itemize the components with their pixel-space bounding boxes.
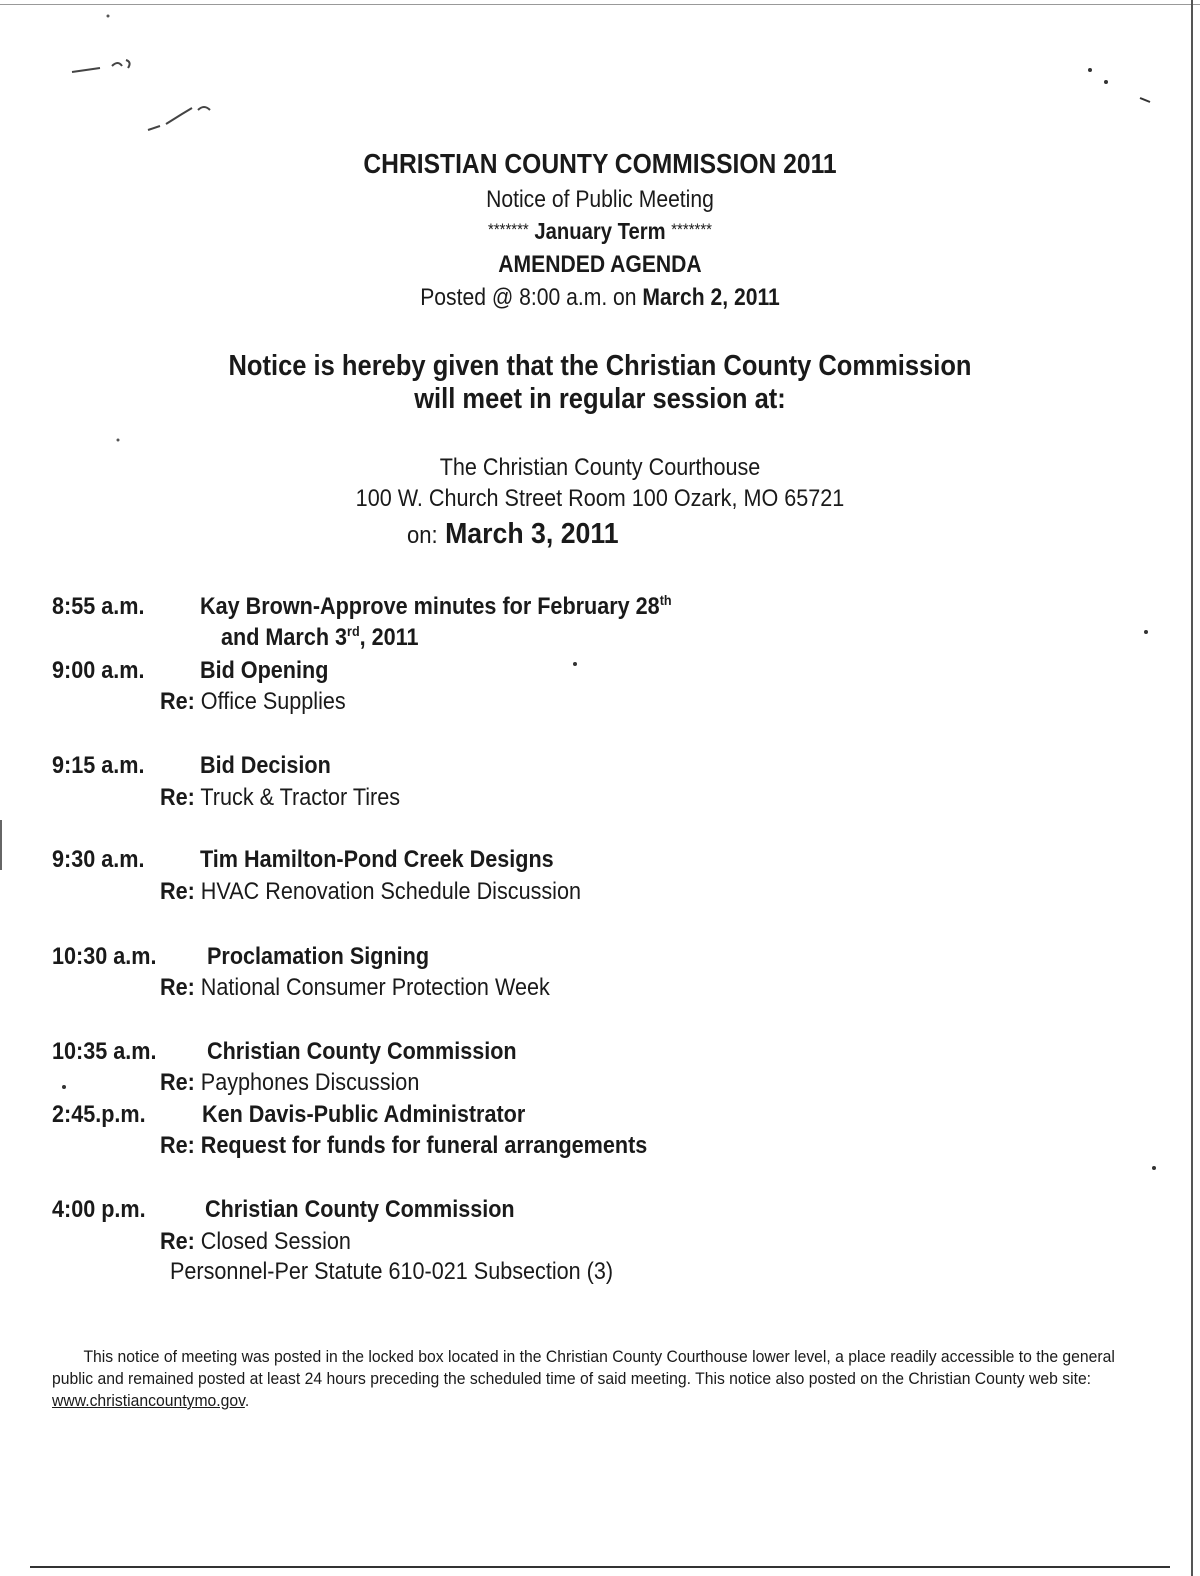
agenda-title: Christian County Commission (207, 1038, 517, 1065)
re-text: Closed Session (200, 1228, 351, 1255)
agenda-title-b-end: , 2011 (359, 624, 419, 651)
agenda-re (160, 1228, 351, 1256)
agenda-title-a: Kay Brown-Approve minutes for February 28 (200, 593, 660, 620)
posted-line (72, 284, 1128, 312)
agenda-re (160, 1132, 647, 1160)
meeting-date-line (407, 518, 619, 551)
re-text: Office Supplies (200, 688, 346, 715)
agenda-time: 9:00 a.m. (52, 657, 145, 684)
notice-line-1: Notice is hereby given that the Christian County Commission (228, 350, 972, 382)
agenda-re (160, 688, 346, 716)
re-label: Re: (160, 1132, 195, 1159)
agenda-title: Tim Hamilton-Pond Creek Designs (200, 846, 554, 873)
re-label: Re: (160, 974, 195, 1001)
on-label: on: (407, 522, 438, 549)
agenda-title (200, 593, 672, 621)
agenda-re (160, 784, 400, 812)
location-address: 100 W. Church Street Room 100 Ozark, MO 65721 (355, 485, 845, 512)
agenda-time: 10:30 a.m. (52, 943, 157, 970)
agenda-title: Christian County Commission (205, 1196, 515, 1223)
re-text: HVAC Renovation Schedule Discussion (200, 878, 582, 905)
ordinal-suffix: rd (347, 623, 360, 639)
posting-notice-text: This notice of meeting was posted in the locked box located in the Christian County Courthouse lower level, a place readily accessible to the general public and remained posted at least 24 hours preceding the scheduled time of said meeting. This notice also posted on the Christian County web site: (52, 1347, 1115, 1388)
agenda-title: Bid Opening (200, 657, 329, 684)
agenda-re (160, 878, 581, 906)
agenda-time: 9:30 a.m. (52, 846, 145, 873)
agenda-title-cont (221, 624, 419, 652)
agenda-title-b: and March 3 (221, 624, 348, 651)
agenda-title: Proclamation Signing (207, 943, 430, 970)
posted-date: March 2, 2011 (642, 284, 780, 311)
posting-notice (52, 1346, 1144, 1412)
re-label: Re: (160, 1069, 195, 1096)
agenda-title: Bid Decision (200, 752, 331, 779)
agenda-time: 9:15 a.m. (52, 752, 145, 779)
re-label: Re: (160, 1228, 195, 1255)
location-building: The Christian County Courthouse (439, 454, 761, 481)
re-text: Payphones Discussion (200, 1069, 420, 1096)
re-label: Re: (160, 688, 195, 715)
posting-notice-end: . (244, 1391, 250, 1410)
agenda-title: Ken Davis-Public Administrator (202, 1101, 526, 1128)
notice-line-2: will meet in regular session at: (414, 383, 786, 415)
notice-type: Notice of Public Meeting (486, 186, 714, 213)
agenda-re (160, 1069, 419, 1097)
agenda-time: 8:55 a.m. (52, 593, 145, 620)
re-label: Re: (160, 878, 195, 905)
agenda-extra: Personnel-Per Statute 610-021 Subsection (3) (170, 1258, 614, 1285)
agenda-type: AMENDED AGENDA (498, 251, 702, 278)
agenda-time: 2:45.p.m. (52, 1101, 146, 1128)
term-line (72, 218, 1128, 245)
agenda-re (160, 974, 550, 1002)
website-link[interactable]: www.christiancountymo.gov (52, 1391, 245, 1410)
re-text: National Consumer Protection Week (200, 974, 550, 1001)
term-label: January Term (534, 218, 666, 244)
page-title: CHRISTIAN COUNTY COMMISSION 2011 (363, 148, 837, 179)
re-text: Truck & Tractor Tires (200, 784, 401, 811)
ordinal-suffix: th (659, 592, 672, 608)
meeting-date: March 3, 2011 (445, 518, 619, 550)
stars-right: ******* (671, 220, 712, 239)
re-text: Request for funds for funeral arrangements (200, 1132, 648, 1159)
re-label: Re: (160, 784, 195, 811)
stars-left: ******* (487, 220, 529, 239)
agenda-time: 10:35 a.m. (52, 1038, 157, 1065)
agenda-time: 4:00 p.m. (52, 1196, 146, 1223)
posted-prefix: Posted @ 8:00 a.m. on (420, 284, 637, 311)
